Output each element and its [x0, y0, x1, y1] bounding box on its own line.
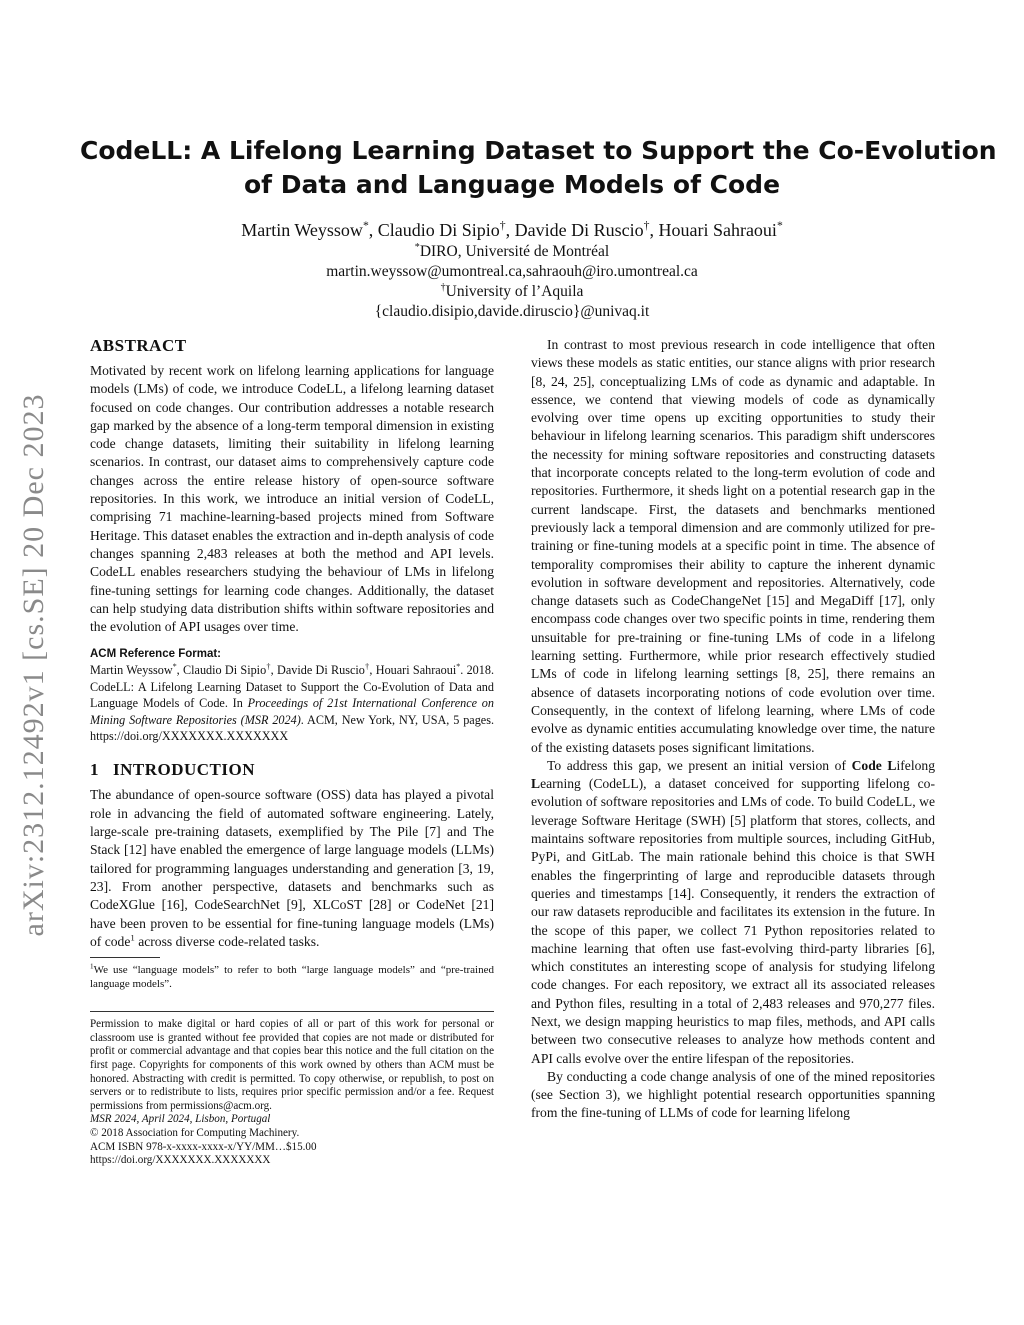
conference-info: MSR 2024, April 2024, Lisbon, Portugal	[90, 1113, 271, 1126]
acm-reference-text: Martin Weyssow*, Claudio Di Sipio†, Davide Di Ruscio†, Houari Sahraoui*. 2018. CodeLL: A Lifelong Learning Dataset to Support the Co-Evolution of Data and Language Models of Code. In Proceedings of 21st International Conference on Mining Software Repositories (MSR 2024). ACM, New York, NY, USA, 5 pages. https://doi.org/XXXXXXX.XXXXXXX	[90, 662, 495, 744]
doi-line: https://doi.org/XXXXXXX.XXXXXXX	[90, 1154, 271, 1167]
affiliation-montreal: *DIRO, Université de Montréal	[414, 241, 610, 260]
right-paragraph-2: To address this gap, we present an initial version of Code Lifelong Learning (CodeLL), a dataset conceived for supporting lifelong co-evolution of software repositories and LMs of code. To build CodeLL, we leverage Software Heritage (SWH) [5] platform that stores, collects, and maintains software repositories from multiple sources, including GitHub, PyPi, and GitLab. The main rationale behind this choice is that SWH enables the fingerprinting of large and reproducible datasets through queries and timestamps [14]. Consequently, it renders the extraction of our raw datasets reproducible and facilitates its extension in the future. In the scope of this paper, we collect 71 Python repositories related to machine learning that often use fast-evolving third-party libraries [6], which constitutes an interesting scope of analysis for studying lifelong code changes. For each repository, we extract all its associated releases and Python files, resulting in a total of 2,483 releases and 970,277 files. Next, we design mapping heuristics to map files, methods, and API calls between two consecutive releases to analyze how methods content and API calls evolve over the entire lifespan of the repositories.	[531, 757, 935, 1066]
permission-rule	[90, 1011, 494, 1012]
email-montreal: martin.weyssow@umontreal.ca,sahraouh@iro.umontreal.ca	[326, 263, 698, 280]
abstract-text: Motivated by recent work on lifelong learning applications for language models (LMs) of code, we introduce CodeLL, a lifelong learning dataset focused on code changes. Our contribution addresses a notable research gap marked by the absence of a long-term temporal dimension in existing code change datasets, limiting their suitability in lifelong learning scenarios. In contrast, our dataset aims to comprehensively capture code changes across the entire release history of open-source software repositories. In this work, we introduce an initial version of CodeLL, comprising 71 machine-learning-based projects mined from Software Heritage. This dataset enables the extraction and in-depth analysis of code changes spanning 2,483 releases at both the method and API levels. CodeLL enables researchers studying the behaviour of LMs in lifelong fine-tuning settings for learning code changes. Additionally, the dataset can help studying data distribution shifts within software repositories and the evolution of API usages over time.	[90, 363, 494, 635]
abstract-heading: ABSTRACT	[90, 336, 187, 355]
paper-title	[80, 134, 997, 202]
arxiv-identifier-sidebar	[4, 355, 64, 975]
acm-reference-heading: ACM Reference Format:	[90, 648, 221, 661]
title-line-2: of Data and Language Models of Code	[243, 170, 781, 199]
introduction-paragraph-1: The abundance of open-source software (OSS) data has played a pivotal role in advancing the field of automated software engineering. Lately, large-scale pre-training datasets, exemplified by The Pile [7] and The Stack [12] have enabled the emergence of large language models (LLMs) tailored for programming languages understanding and generation [3, 19, 23]. From another perspective, datasets and benchmarks such as CodeXGlue [16], CodeSearchNet [9], XLCoST [28] or CodeNet [21] have been proven to be essential for fine-tuning language models (LMs) of code$^1$ across diverse code-related tasks.	[90, 787, 494, 949]
footnote-rule	[90, 957, 160, 958]
email-laquila: {claudio.disipio,davide.diruscio}@univaq.it	[374, 303, 650, 320]
title-line-1: CodeLL: A Lifelong Learning Dataset to Support the Co-Evolution	[80, 136, 997, 165]
affiliation-laquila: †University of l’Aquila	[440, 281, 584, 300]
footnote: $^1$We use “language models” to refer to both “large language models” and “pre-trained language models”.	[90, 962, 494, 990]
right-paragraph-3: By conducting a code change analysis of one of the mined repositories (see Section 3), we highlight potential research opportunities spanning from the fine-tuning of LLMs of code for learning lifelong	[531, 1068, 935, 1121]
left-column	[90, 336, 494, 1168]
copyright-line: © 2018 Association for Computing Machinery.	[90, 1126, 300, 1139]
permission-notice: Permission to make digital or hard copies of all or part of this work for personal or classroom use is granted without fee provided that copies are not made or distributed for profit or commercial advantage and that copies bear this notice and the full citation on the first page. Copyrights for components of this work owned by others than ACM must be honored. Abstracting with credit is permitted. To copy otherwise, or republish, to post on servers or to redistribute to lists, requires prior specific permission and/or a fee. Request permissions from permissions@acm.org.	[90, 1018, 494, 1112]
right-paragraph-1: In contrast to most previous research in code intelligence that often views these models as static entities, our stance aligns with prior research [8, 24, 25], conceptualizing LMs of code as dynamic and adaptable. In essence, we contend that viewing models of code as dynamically evolving over time opens up exciting opportunities to study their behaviour in lifelong learning scenarios. This paradigm shift underscores the necessity for mining software repositories and constructing datasets that incorporate concepts related to the long-term evolution of code and repositories. Furthermore, it sheds light on a potential research gap in the current landscape. First, the datasets and benchmarks mentioned previously lack a temporal dimension and are commonly utilized for pre-training or fine-tuning models at a specific point in time. The absence of temporality compromises their ability to capture the inherent dynamic evolution in software development and repositories. Alternatively, code change datasets such as CodeChangeNet [15] and MegaDiff [17], only encompass code changes over two specific points in time, rendering them unsuitable for pre-training or fine-tuning LMs of code in a lifelong learning setting. Furthermore, while prior research effectively studied LMs of code in lifelong learning settings [8, 25], there remains an absence of datasets incorporating notions of code evolution over time. Consequently, in the context of lifelong learning, where LMs of code evolve as dynamic entities accumulating knowledge over time, the nature of the existing datasets poses significant limitations.	[531, 337, 935, 755]
arxiv-identifier: arXiv:2312.12492v1 [cs.SE] 20 Dec 2023	[17, 393, 50, 937]
isbn-line: ACM ISBN 978-x-xxxx-xxxx-x/YY/MM…$15.00	[90, 1140, 317, 1153]
right-column	[531, 336, 935, 1123]
author-list: Martin Weyssow*, Claudio Di Sipio†, Davide Di Ruscio†, Houari Sahraoui*	[241, 219, 783, 240]
introduction-heading: 1 INTRODUCTION	[90, 760, 256, 780]
